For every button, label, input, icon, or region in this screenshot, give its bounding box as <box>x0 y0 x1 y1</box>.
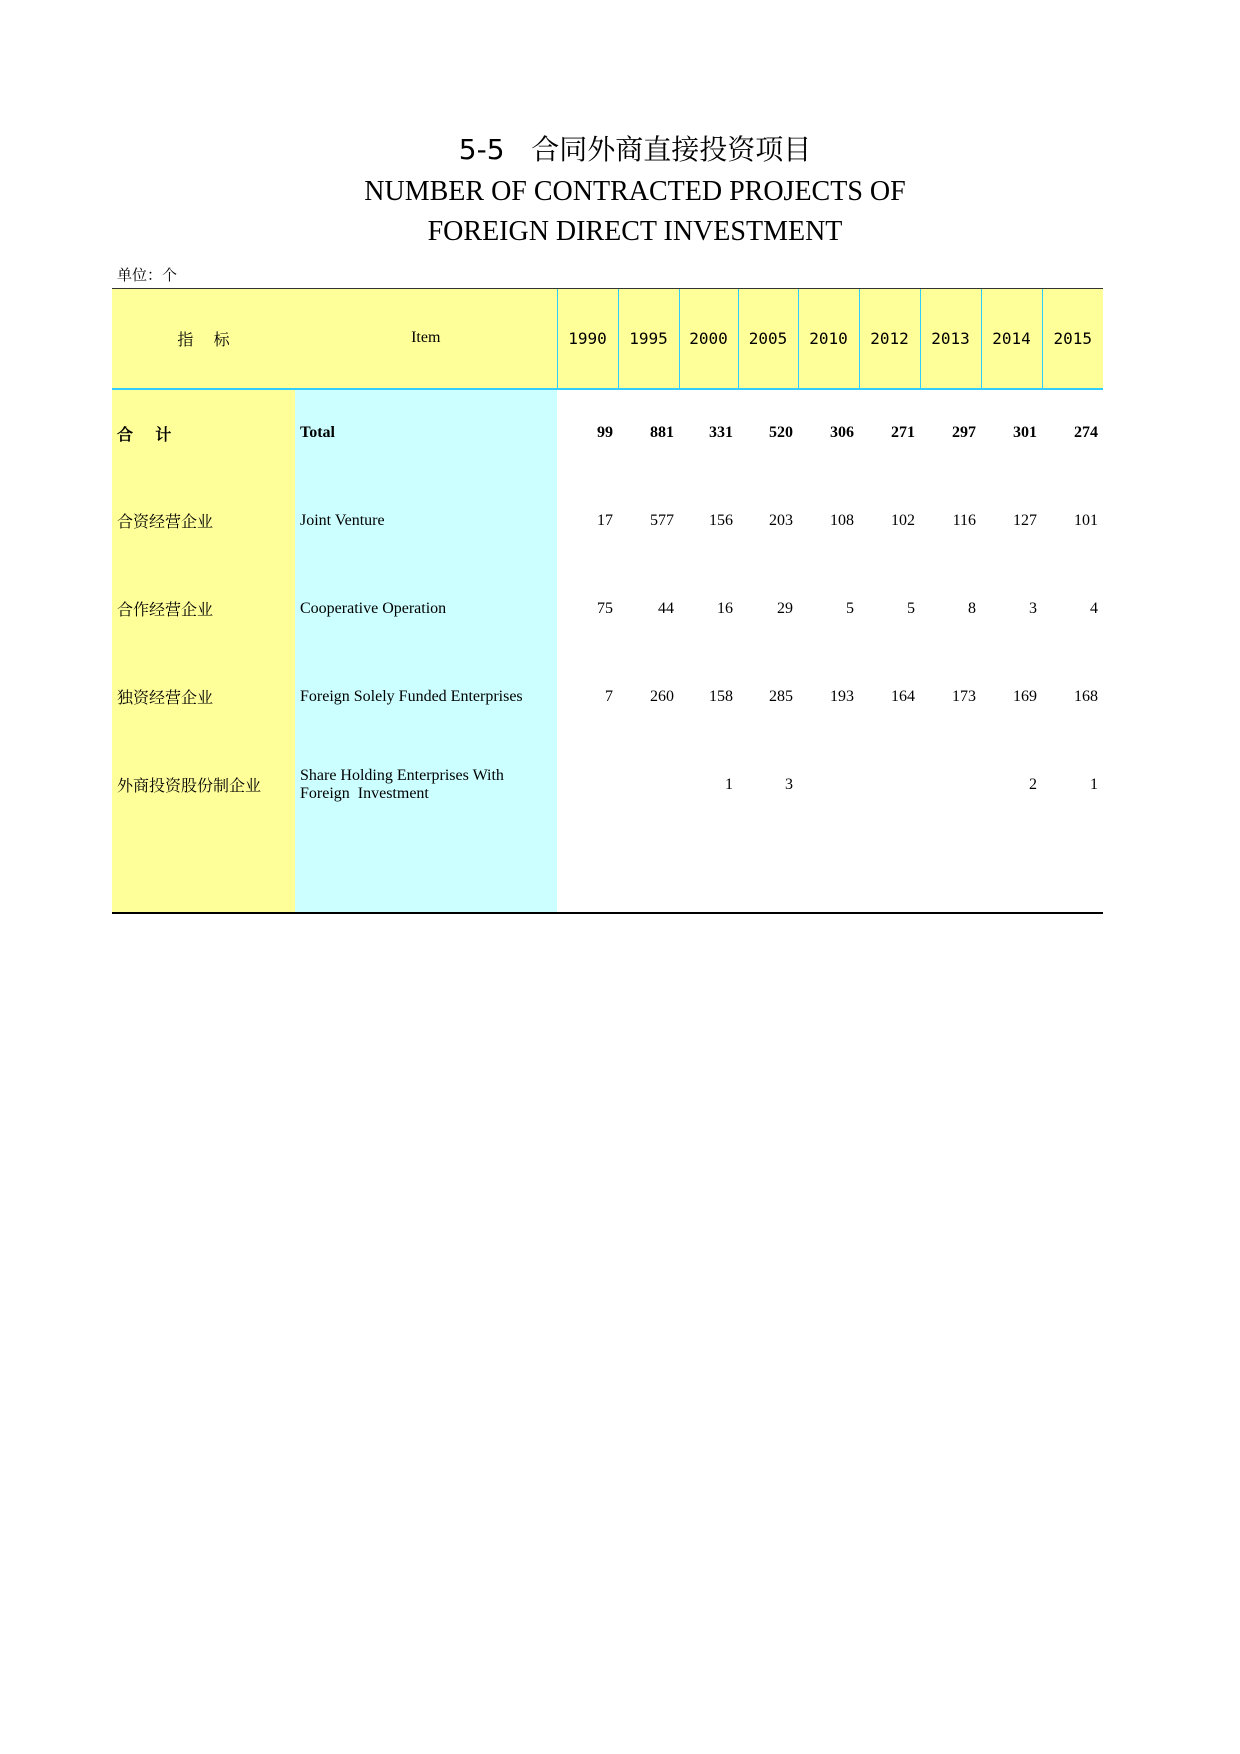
row-label-cn: 外商投资股份制企业 <box>112 741 295 829</box>
table-cell: 17 <box>597 511 613 529</box>
fdi-projects-table <box>112 288 1103 914</box>
table-cell: 5 <box>907 599 915 617</box>
table-row-cooperative-operation <box>112 565 1103 653</box>
page-title-english-line2: FOREIGN DIRECT INVESTMENT <box>427 216 843 247</box>
table-cell: 75 <box>597 599 613 617</box>
table-cell: 127 <box>1013 511 1037 529</box>
table-cell: 116 <box>952 511 976 529</box>
table-cell: 164 <box>891 687 915 705</box>
row-label-en: Joint Venture <box>295 477 557 565</box>
row-label-en <box>295 741 557 829</box>
table-cell: 1 <box>725 775 733 793</box>
table-cell: 203 <box>769 511 793 529</box>
table-cell: 156 <box>709 511 733 529</box>
blank-cell <box>295 829 557 913</box>
row-label-en: Cooperative Operation <box>295 565 557 653</box>
table-cell: 331 <box>709 424 733 441</box>
table-cell: 7 <box>605 687 613 705</box>
table-cell: 3 <box>785 775 793 793</box>
table-cell: 99 <box>597 424 613 441</box>
table-cell: 274 <box>1074 424 1098 441</box>
header-year: 2010 <box>798 289 859 389</box>
blank-cell <box>112 829 295 913</box>
header-year: 2000 <box>679 289 738 389</box>
table-cell: 169 <box>1013 687 1037 705</box>
table-cell: 158 <box>709 687 733 705</box>
row-label-cn: 独资经营企业 <box>112 653 295 741</box>
table-cell: 260 <box>650 687 674 705</box>
row-label-cn: 合资经营企业 <box>112 477 295 565</box>
table-row-blank <box>112 829 1103 913</box>
table-cell: 577 <box>650 511 674 529</box>
table-row-total <box>112 389 1103 477</box>
header-year: 1990 <box>557 289 618 389</box>
table-cell: 2 <box>1029 775 1037 793</box>
header-item: Item <box>295 289 557 389</box>
page-title-chinese: 5-5 合同外商直接投资项目 <box>458 133 812 166</box>
header-year: 2015 <box>1042 289 1103 389</box>
row-label-en-line1: Share Holding Enterprises With <box>300 766 504 784</box>
row-label-en: Foreign Solely Funded Enterprises <box>295 653 557 741</box>
blank-cell <box>679 829 738 913</box>
blank-cell <box>738 829 798 913</box>
table-cell: 29 <box>777 599 793 617</box>
table-row-share-holding <box>112 741 1103 829</box>
row-label-en: Total <box>295 389 557 477</box>
table-cell: 173 <box>952 687 976 705</box>
table-cell: 271 <box>891 424 915 441</box>
table-cell: 102 <box>891 511 915 529</box>
table-cell: 4 <box>1090 599 1098 617</box>
blank-cell <box>920 829 981 913</box>
table-cell: 168 <box>1074 687 1098 705</box>
header-year: 2005 <box>738 289 798 389</box>
table-cell: 108 <box>830 511 854 529</box>
table-cell: 101 <box>1074 511 1098 529</box>
header-year: 2013 <box>920 289 981 389</box>
table-row-joint-venture <box>112 477 1103 565</box>
page-title-english-line1: NUMBER OF CONTRACTED PROJECTS OF <box>364 176 906 207</box>
table-cell: 193 <box>830 687 854 705</box>
header-indicator: 指 标 <box>112 289 295 389</box>
blank-cell <box>1042 829 1103 913</box>
table-cell: 301 <box>1013 424 1037 441</box>
table-cell: 5 <box>846 599 854 617</box>
header-year: 2014 <box>981 289 1042 389</box>
table-cell: 285 <box>769 687 793 705</box>
table-cell: 881 <box>650 424 674 441</box>
table-cell <box>920 741 981 829</box>
header-year: 1995 <box>618 289 679 389</box>
table-cell: 1 <box>1090 775 1098 793</box>
table-cell: 306 <box>830 424 854 441</box>
unit-label: 单位：个 <box>117 266 178 284</box>
table-cell <box>859 741 920 829</box>
header-row <box>112 289 1103 389</box>
table-cell: 16 <box>717 599 733 617</box>
blank-cell <box>798 829 859 913</box>
table-row-solely-funded <box>112 653 1103 741</box>
table-cell: 8 <box>968 599 976 617</box>
table-cell: 297 <box>952 424 976 441</box>
table-cell <box>557 741 618 829</box>
blank-cell <box>618 829 679 913</box>
header-year: 2012 <box>859 289 920 389</box>
blank-cell <box>557 829 618 913</box>
table-cell: 520 <box>769 424 793 441</box>
table-cell: 44 <box>658 599 674 617</box>
table-cell <box>798 741 859 829</box>
row-label-en-line2: Foreign Investment <box>300 784 429 802</box>
row-label-cn: 合作经营企业 <box>112 565 295 653</box>
table-cell <box>618 741 679 829</box>
row-label-cn: 合 计 <box>112 389 295 477</box>
blank-cell <box>859 829 920 913</box>
table-cell: 3 <box>1029 599 1037 617</box>
blank-cell <box>981 829 1042 913</box>
